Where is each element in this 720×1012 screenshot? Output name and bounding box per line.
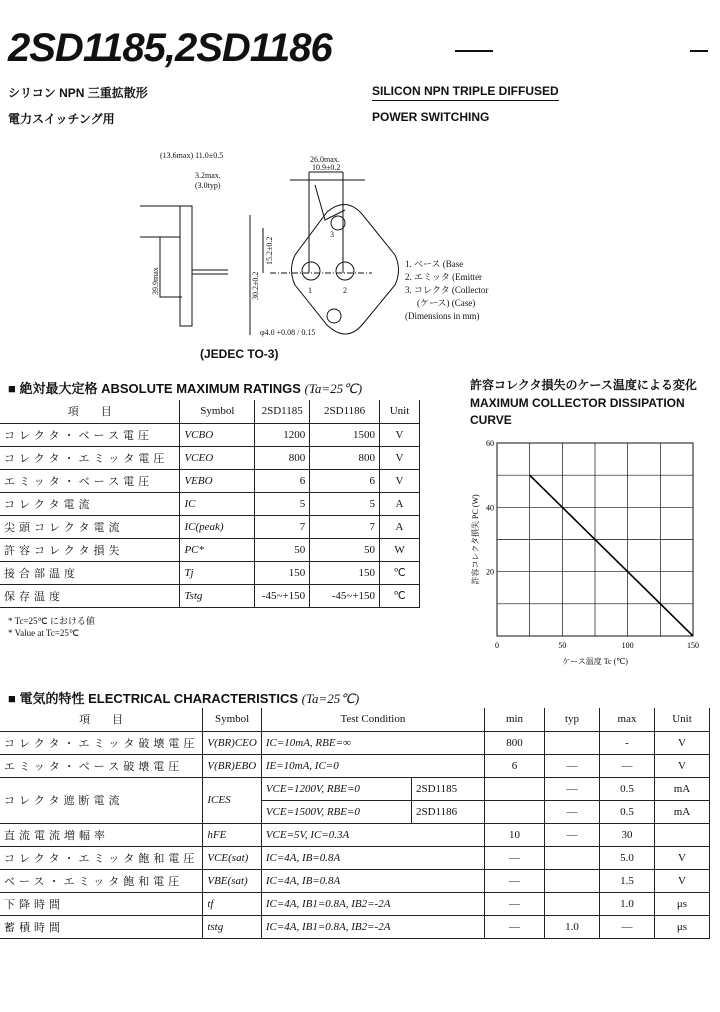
table-row bbox=[0, 915, 710, 938]
item-name: コレクタ遮断電流 bbox=[0, 777, 203, 823]
item-name: エミッタ・ベース電圧 bbox=[0, 469, 180, 492]
max-value: 0.5 bbox=[600, 800, 655, 823]
dim-height: 39.9max bbox=[151, 267, 160, 295]
min-value: 6 bbox=[485, 754, 545, 777]
pin-legend bbox=[405, 258, 488, 323]
test-condition: IC=4A, IB1=0.8A, IB2=-2A bbox=[261, 892, 484, 915]
dim-thickness-typ: (3.0typ) bbox=[195, 181, 221, 190]
column-header: Test Condition bbox=[261, 708, 484, 731]
column-header: typ bbox=[545, 708, 600, 731]
min-value: 800 bbox=[485, 731, 545, 754]
symbol: VCEO bbox=[180, 446, 255, 469]
column-header: 項 目 bbox=[0, 708, 203, 731]
typ-value bbox=[545, 892, 600, 915]
pin-label-2: 2 bbox=[343, 286, 347, 295]
table-header-row bbox=[0, 708, 710, 731]
test-condition: VCE=1500V, RBE=0 bbox=[261, 800, 411, 823]
test-condition: IC=4A, IB1=0.8A, IB2=-2A bbox=[261, 915, 484, 938]
elec-table bbox=[0, 708, 710, 939]
column-header: Unit bbox=[655, 708, 710, 731]
typ-value: — bbox=[545, 777, 600, 800]
test-condition: IC=10mA, RBE=∞ bbox=[261, 731, 484, 754]
dim-hole-spacing: 30.2±0.2 bbox=[251, 271, 260, 300]
column-header: 2SD1186 bbox=[310, 400, 380, 423]
unit: A bbox=[380, 515, 420, 538]
typ-value: — bbox=[545, 823, 600, 846]
chart-title-jp: 許容コレクタ損失のケース温度による変化 bbox=[470, 378, 697, 392]
max-value: — bbox=[600, 915, 655, 938]
value-2sd1186: 1500 bbox=[310, 423, 380, 446]
typ-value: 1.0 bbox=[545, 915, 600, 938]
table-row bbox=[0, 538, 420, 561]
unit: V bbox=[655, 754, 710, 777]
y-tick-label: 40 bbox=[486, 503, 494, 513]
item-name: 許容コレクタ損失 bbox=[0, 538, 180, 561]
symbol: tstg bbox=[203, 915, 261, 938]
pin-legend-item: 3. コレクタ (Collector bbox=[405, 285, 489, 295]
test-condition: IC=4A, IB=0.8A bbox=[261, 869, 484, 892]
item-name: エミッタ・ベース破壊電圧 bbox=[0, 754, 203, 777]
series-line bbox=[530, 475, 693, 636]
max-value: 1.0 bbox=[600, 892, 655, 915]
column-header: min bbox=[485, 708, 545, 731]
value-2sd1186: 50 bbox=[310, 538, 380, 561]
symbol: VCE(sat) bbox=[203, 846, 261, 869]
item-name: 下降時間 bbox=[0, 892, 203, 915]
max-value: 5.0 bbox=[600, 846, 655, 869]
x-tick-label: 50 bbox=[558, 641, 567, 650]
table-row bbox=[0, 846, 710, 869]
symbol: IC(peak) bbox=[180, 515, 255, 538]
y-tick-label: 20 bbox=[486, 567, 494, 577]
test-condition: IE=10mA, IC=0 bbox=[261, 754, 484, 777]
unit: V bbox=[655, 846, 710, 869]
min-value: — bbox=[485, 869, 545, 892]
value-2sd1186: 6 bbox=[310, 469, 380, 492]
column-header: Symbol bbox=[180, 400, 255, 423]
x-tick-label: 100 bbox=[621, 641, 634, 650]
title-rule bbox=[455, 50, 493, 52]
en-subtitle-2: POWER SWITCHING bbox=[372, 110, 490, 124]
abs-max-heading: ■ 絶対最大定格 ABSOLUTE MAXIMUM RATINGS (Ta=25℃) bbox=[8, 381, 363, 396]
value-2sd1186: 5 bbox=[310, 492, 380, 515]
dim-width: 26.0max. bbox=[310, 155, 340, 164]
abs-note-jp: * Tc=25℃ における値 bbox=[8, 616, 95, 626]
column-header: max bbox=[600, 708, 655, 731]
test-condition: VCE=5V, IC=0.3A bbox=[261, 823, 484, 846]
typ-value bbox=[545, 846, 600, 869]
unit: mA bbox=[655, 800, 710, 823]
symbol: VEBO bbox=[180, 469, 255, 492]
dim-pin-height: 15.2±0.2 bbox=[265, 236, 274, 265]
y-axis-label: 許容コレクタ損失 PC (W) bbox=[471, 494, 480, 585]
table-header-row bbox=[0, 400, 420, 423]
table-row bbox=[0, 823, 710, 846]
elec-heading: ■ 電気的特性 ELECTRICAL CHARACTERISTICS (Ta=25℃) bbox=[8, 691, 360, 706]
dissipation-chart bbox=[460, 435, 710, 670]
value-2sd1186: 7 bbox=[310, 515, 380, 538]
unit: V bbox=[380, 446, 420, 469]
table-row bbox=[0, 423, 420, 446]
pin-label-3: 3 bbox=[330, 230, 334, 239]
symbol: Tj bbox=[180, 561, 255, 584]
max-value: 30 bbox=[600, 823, 655, 846]
abs-max-table bbox=[0, 400, 420, 608]
unit bbox=[655, 823, 710, 846]
title-rule bbox=[690, 50, 708, 52]
symbol: ICES bbox=[203, 777, 261, 823]
item-name: 蓄積時間 bbox=[0, 915, 203, 938]
x-tick-label: 0 bbox=[495, 641, 499, 650]
pin-legend-item: 2. エミッタ (Emitter bbox=[405, 272, 483, 282]
x-tick-label: 150 bbox=[687, 641, 699, 650]
symbol: Tstg bbox=[180, 584, 255, 607]
symbol: PC* bbox=[180, 538, 255, 561]
value-2sd1186: 150 bbox=[310, 561, 380, 584]
min-value: — bbox=[485, 892, 545, 915]
table-row bbox=[0, 515, 420, 538]
unit: V bbox=[380, 469, 420, 492]
table-row bbox=[0, 561, 420, 584]
value-2sd1185: 800 bbox=[255, 446, 310, 469]
min-value: 10 bbox=[485, 823, 545, 846]
column-header: Unit bbox=[380, 400, 420, 423]
dim-pin-spacing: 10.9±0.2 bbox=[312, 163, 341, 172]
table-row bbox=[0, 869, 710, 892]
max-value: — bbox=[600, 754, 655, 777]
unit: V bbox=[655, 869, 710, 892]
pin-legend-item: 1. ベース (Base bbox=[405, 259, 464, 269]
en-subtitle-1: SILICON NPN TRIPLE DIFFUSED bbox=[372, 84, 559, 101]
value-2sd1185: 6 bbox=[255, 469, 310, 492]
unit: W bbox=[380, 538, 420, 561]
min-value bbox=[485, 777, 545, 800]
max-value: 1.5 bbox=[600, 869, 655, 892]
dim-length: (13.6max) 11.0±0.5 bbox=[160, 151, 224, 160]
package-caption: (JEDEC TO-3) bbox=[200, 347, 279, 361]
chart-title: MAXIMUM COLLECTOR DISSIPATION CURVE bbox=[470, 396, 685, 427]
min-value bbox=[485, 800, 545, 823]
abs-note-en: * Value at Tc=25℃ bbox=[8, 628, 79, 638]
item-name: 接合部温度 bbox=[0, 561, 180, 584]
min-value: — bbox=[485, 846, 545, 869]
symbol: hFE bbox=[203, 823, 261, 846]
page-title: 2SD1185,2SD1186 bbox=[8, 26, 332, 70]
item-name: 直流電流増幅率 bbox=[0, 823, 203, 846]
jp-subtitle-2: 電力スイッチング用 bbox=[8, 112, 115, 126]
device: 2SD1186 bbox=[411, 800, 484, 823]
test-condition: IC=4A, IB=0.8A bbox=[261, 846, 484, 869]
jp-subtitle-1: シリコン NPN 三重拡散形 bbox=[8, 86, 148, 100]
unit: μs bbox=[655, 915, 710, 938]
pin-legend-item: (ケース) (Case) bbox=[417, 298, 476, 308]
unit: A bbox=[380, 492, 420, 515]
table-row bbox=[0, 584, 420, 607]
symbol: tf bbox=[203, 892, 261, 915]
table-row bbox=[0, 446, 420, 469]
typ-value: — bbox=[545, 800, 600, 823]
item-name: コレクタ・エミッタ破壊電圧 bbox=[0, 731, 203, 754]
symbol: VBE(sat) bbox=[203, 869, 261, 892]
test-condition: VCE=1200V, RBE=0 bbox=[261, 777, 411, 800]
unit: V bbox=[380, 423, 420, 446]
pin-label-1: 1 bbox=[308, 286, 312, 295]
symbol: IC bbox=[180, 492, 255, 515]
table-row bbox=[0, 731, 710, 754]
item-name: コレクタ・エミッタ電圧 bbox=[0, 446, 180, 469]
column-header: 2SD1185 bbox=[255, 400, 310, 423]
value-2sd1185: -45~+150 bbox=[255, 584, 310, 607]
max-value: - bbox=[600, 731, 655, 754]
symbol: V(BR)EBO bbox=[203, 754, 261, 777]
table-row bbox=[0, 492, 420, 515]
value-2sd1185: 1200 bbox=[255, 423, 310, 446]
typ-value: — bbox=[545, 754, 600, 777]
unit: V bbox=[655, 731, 710, 754]
y-tick-label: 60 bbox=[486, 439, 494, 448]
unit: ℃ bbox=[380, 561, 420, 584]
table-row bbox=[0, 892, 710, 915]
value-2sd1185: 5 bbox=[255, 492, 310, 515]
symbol: VCBO bbox=[180, 423, 255, 446]
column-header: 項 目 bbox=[0, 400, 180, 423]
table-row bbox=[0, 469, 420, 492]
item-name: 保存温度 bbox=[0, 584, 180, 607]
table-row bbox=[0, 754, 710, 777]
value-2sd1186: 800 bbox=[310, 446, 380, 469]
dim-thickness: 3.2max. bbox=[195, 171, 221, 180]
item-name: ベース・エミッタ飽和電圧 bbox=[0, 869, 203, 892]
item-name: コレクタ・エミッタ飽和電圧 bbox=[0, 846, 203, 869]
column-header: Symbol bbox=[203, 708, 261, 731]
device: 2SD1185 bbox=[411, 777, 484, 800]
x-axis-label: ケース温度 Tc (℃) bbox=[562, 657, 628, 666]
max-value: 0.5 bbox=[600, 777, 655, 800]
typ-value bbox=[545, 731, 600, 754]
value-2sd1185: 50 bbox=[255, 538, 310, 561]
value-2sd1186: -45~+150 bbox=[310, 584, 380, 607]
pin-legend-item: (Dimensions in mm) bbox=[405, 311, 480, 321]
table-row bbox=[0, 777, 710, 800]
item-name: コレクタ電流 bbox=[0, 492, 180, 515]
typ-value bbox=[545, 869, 600, 892]
item-name: コレクタ・ベース電圧 bbox=[0, 423, 180, 446]
unit: ℃ bbox=[380, 584, 420, 607]
value-2sd1185: 7 bbox=[255, 515, 310, 538]
unit: mA bbox=[655, 777, 710, 800]
item-name: 尖頭コレクタ電流 bbox=[0, 515, 180, 538]
dim-hole-diameter: φ4.0 +0.08 / 0.15 bbox=[260, 328, 316, 337]
unit: μs bbox=[655, 892, 710, 915]
symbol: V(BR)CEO bbox=[203, 731, 261, 754]
value-2sd1185: 150 bbox=[255, 561, 310, 584]
min-value: — bbox=[485, 915, 545, 938]
